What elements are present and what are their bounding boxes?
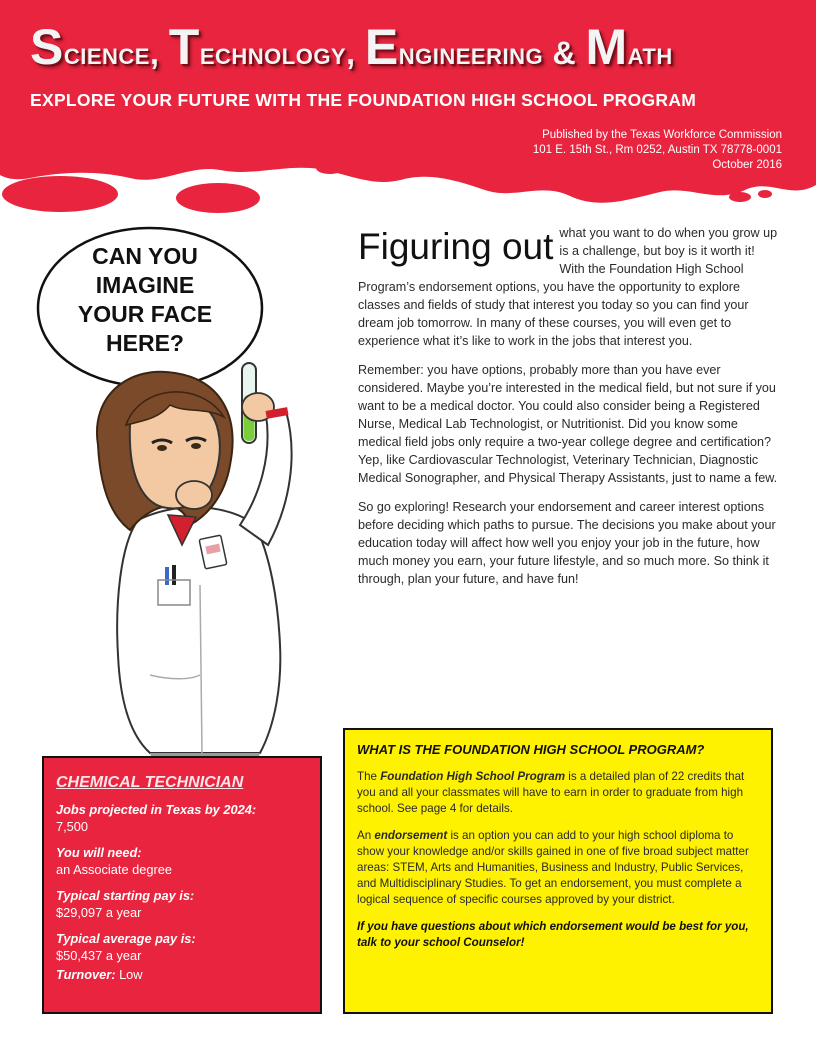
turnover-value: Low — [119, 967, 143, 982]
foundation-program-info-box — [343, 728, 773, 1014]
jobs-value: 7,500 — [56, 819, 89, 834]
title-initial-s: S — [30, 19, 64, 75]
avg-pay-label: Typical average pay is: — [56, 931, 196, 946]
p1-post: is a detailed plan of 22 credits that you and all your classmates will have to earn in order to graduate from high school. See page 4 for details. — [357, 770, 745, 815]
turnover-label: Turnover: — [56, 967, 116, 982]
speech-bubble-text — [50, 242, 240, 358]
title-initial-e: E — [364, 19, 399, 75]
start-pay-value: $29,097 a year — [56, 905, 142, 920]
start-pay-label: Typical starting pay is: — [56, 888, 195, 903]
article-paragraph-1 — [358, 224, 778, 350]
starting-pay — [56, 887, 308, 921]
p1-emphasis: Foundation High School Program — [380, 770, 566, 783]
scientist-illustration — [90, 355, 320, 760]
article-paragraph-2: Remember: you have options, probably more than you have ever considered. Maybe you’re interested in the medical field, but not sure if you want to be a medical doctor. You could also consider being a Registered Nurse, Medical Lab Technologist, or Nutritionist. Did you know some medical field jobs only require a two-year college degree and certification? Yep, like Cardiovascular Technologist, Veterinary Technician, Diagnostic Medical Sonographer, and Physical Therapy Assistants, just to name a few. — [358, 363, 778, 485]
info-paragraph-2 — [357, 828, 759, 908]
p2-emphasis: endorsement — [374, 829, 448, 842]
header-banner — [0, 0, 816, 230]
bubble-line: HERE? — [106, 330, 184, 356]
date-line: October 2016 — [712, 159, 782, 171]
turnover — [56, 966, 308, 983]
bubble-line: CAN YOU — [92, 243, 198, 269]
lead-heading: Figuring out — [358, 226, 554, 267]
publisher-line: Published by the Texas Workforce Commission — [542, 129, 782, 141]
article-paragraph-3: So go exploring! Research your endorsement and career interest options before deciding which paths to pursue. The decisions you make about your education today will affect how well you enjoy your job in the future, how much money you earn, your future lifestyle, and so much more. So think it through, plan your future, and have fun! — [358, 500, 776, 586]
education-needed — [56, 844, 308, 878]
main-article — [358, 224, 778, 599]
title-initial-m: M — [585, 19, 628, 75]
need-label: You will need: — [56, 845, 142, 860]
bubble-line: YOUR FACE — [77, 301, 213, 327]
info-box-heading: WHAT IS THE FOUNDATION HIGH SCHOOL PROGRAM? — [357, 742, 705, 757]
masthead-subtitle: EXPLORE YOUR FUTURE WITH THE FOUNDATION HIGH SCHOOL PROGRAM — [30, 90, 697, 110]
p2-pre: An — [357, 829, 375, 842]
p2-post: is an option you can add to your high school diploma to show your knowledge and/or skills gained in one of five broad subject matter areas: STEM, Arts and Humanities, Business and Industry, Public Services, and Multidisciplinary Studies. To get an endorsement, you must complete a logical sequence of specific courses approved by your district. — [357, 829, 749, 906]
career-info-box — [42, 756, 322, 1014]
paragraph-1-text: what you want to do when you grow up is a challenge, but boy is it worth it! With the Foundation High School Program’s endorsement options, you have the opportunity to explore classes and fields of study that interest you today so you can find your dream job tomorrow. In many of these courses, you will even get to experience what it’s like to work in the jobs that interest you. — [358, 226, 778, 348]
info-paragraph-1 — [357, 769, 759, 817]
jobs-projected — [56, 801, 308, 835]
publication-info — [462, 128, 782, 173]
title-word-engineering: ngineering & — [398, 35, 577, 71]
p1-pre: The — [357, 770, 381, 783]
address-line: 101 E. 15th St., Rm 0252, Austin TX 78778-0001 — [532, 144, 782, 156]
title-word-math: ath — [627, 35, 673, 71]
need-value: an Associate degree — [56, 862, 172, 877]
bubble-line: IMAGINE — [95, 272, 195, 298]
title-initial-t: T — [168, 19, 200, 75]
title-word-technology: echnology, — [199, 35, 356, 71]
info-closing: If you have questions about which endorsement would be best for you, talk to your school Counselor! — [357, 920, 749, 949]
masthead-title — [30, 18, 800, 76]
jobs-label: Jobs projected in Texas by 2024: — [56, 802, 257, 817]
avg-pay-value: $50,437 a year — [56, 948, 142, 963]
average-pay — [56, 930, 308, 964]
title-word-science: cience, — [63, 35, 160, 71]
career-title: CHEMICAL TECHNICIAN — [56, 774, 244, 791]
